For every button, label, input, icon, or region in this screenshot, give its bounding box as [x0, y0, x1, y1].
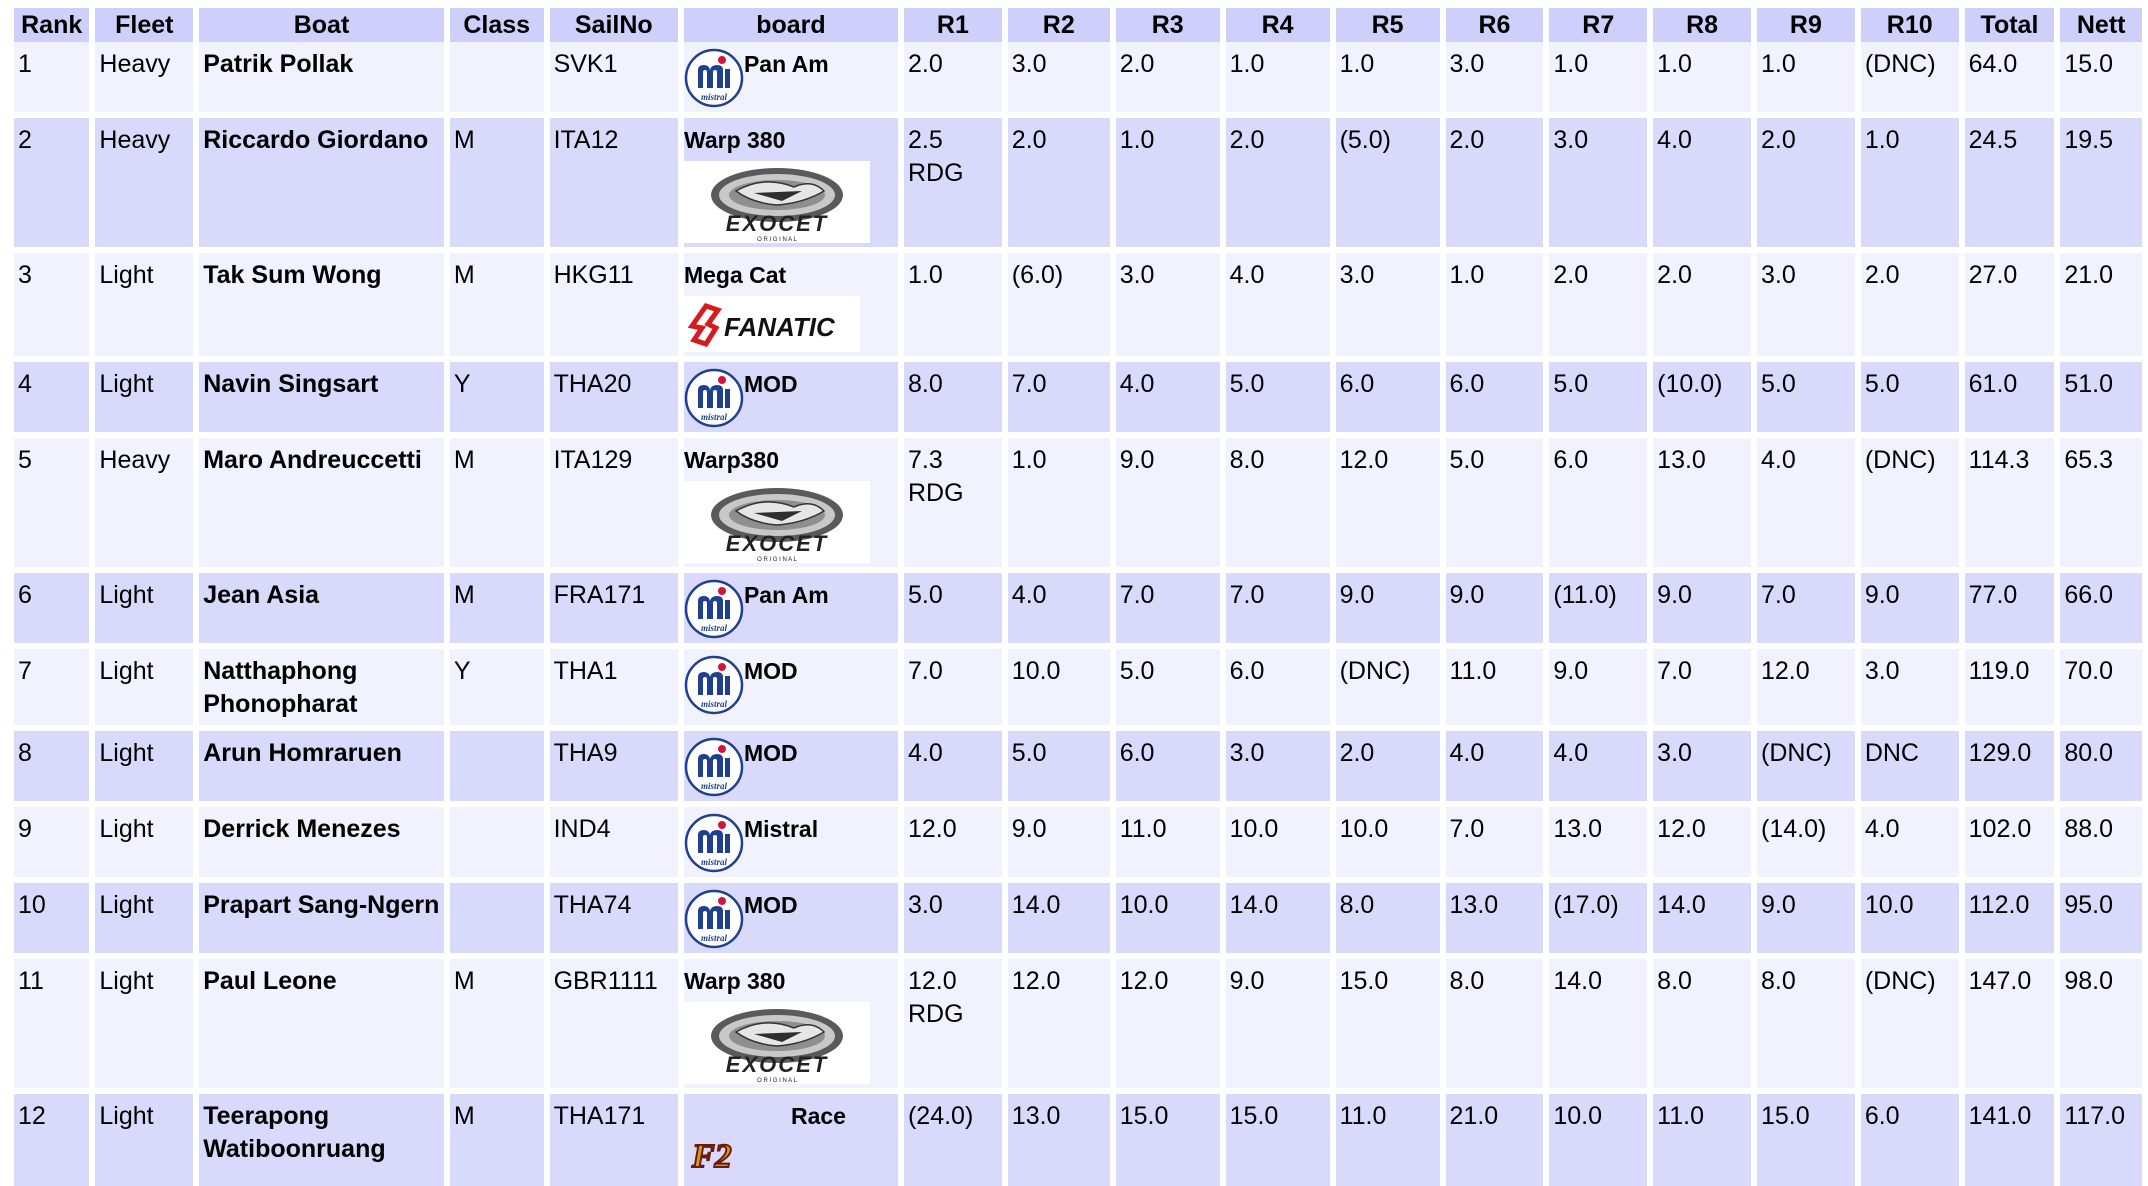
column-header-boat[interactable]: Boat: [199, 8, 444, 42]
rank-cell: 6: [14, 567, 89, 643]
rank-cell: 2: [14, 112, 89, 247]
race-7-cell: 13.0: [1549, 801, 1647, 877]
race-8-cell: 7.0: [1653, 643, 1751, 725]
race-2-cell: 9.0: [1008, 801, 1110, 877]
fleet-cell: Light: [95, 643, 193, 725]
fleet-cell: Heavy: [95, 42, 193, 112]
board-name: Warp380: [683, 447, 779, 473]
board-cell: [684, 953, 898, 1088]
column-header-r3[interactable]: R3: [1116, 8, 1220, 42]
race-8-cell: 9.0: [1653, 567, 1751, 643]
race-10-cell: 9.0: [1861, 567, 1959, 643]
rank-cell: 1: [14, 42, 89, 112]
race-7-cell: 3.0: [1549, 112, 1647, 247]
sailno-cell: THA9: [550, 725, 678, 801]
svg-text:F2: F2: [691, 1138, 732, 1175]
race-5-cell: (5.0): [1336, 112, 1440, 247]
race-10-cell: 2.0: [1861, 247, 1959, 356]
race-2-cell: 10.0: [1008, 643, 1110, 725]
board-name: Pan Am: [743, 582, 829, 608]
race-8-cell: 8.0: [1653, 953, 1751, 1088]
board-name: Mistral: [743, 816, 819, 842]
nett-cell: 66.0: [2060, 567, 2142, 643]
fleet-cell: Light: [95, 877, 193, 953]
race-8-cell: (10.0): [1653, 356, 1751, 432]
race-2-cell: 3.0: [1008, 42, 1110, 112]
boat-cell: Paul Leone: [199, 953, 444, 1088]
race-9-cell: (DNC): [1757, 725, 1855, 801]
f2-logo-icon: [684, 1133, 784, 1173]
nett-cell: 95.0: [2060, 877, 2142, 953]
column-header-r9[interactable]: R9: [1757, 8, 1855, 42]
race-9-cell: 3.0: [1757, 247, 1855, 356]
class-cell: [450, 801, 544, 877]
fleet-cell: Light: [95, 725, 193, 801]
sailno-cell: HKG11: [550, 247, 678, 356]
race-10-cell: DNC: [1861, 725, 1959, 801]
board-cell: [684, 247, 898, 356]
board-name: MOD: [743, 371, 798, 397]
race-4-cell: 14.0: [1226, 877, 1330, 953]
board-name: Pan Am: [743, 51, 829, 77]
race-9-cell: 15.0: [1757, 1088, 1855, 1186]
race-8-cell: 4.0: [1653, 112, 1751, 247]
race-8-cell: 2.0: [1653, 247, 1751, 356]
race-1-cell: 4.0: [904, 725, 1002, 801]
total-cell: 114.3: [1965, 432, 2055, 567]
race-4-cell: 6.0: [1226, 643, 1330, 725]
race-6-cell: 21.0: [1446, 1088, 1544, 1186]
rank-cell: 9: [14, 801, 89, 877]
race-6-cell: 7.0: [1446, 801, 1544, 877]
race-5-cell: 6.0: [1336, 356, 1440, 432]
boat-cell: Tak Sum Wong: [199, 247, 444, 356]
race-10-cell: 1.0: [1861, 112, 1959, 247]
race-4-cell: 7.0: [1226, 567, 1330, 643]
svg-text:EXOCET: EXOCET: [725, 1052, 829, 1077]
column-header-nett[interactable]: Nett: [2060, 8, 2142, 42]
race-10-cell: 10.0: [1861, 877, 1959, 953]
class-cell: M: [450, 112, 544, 247]
column-header-total[interactable]: Total: [1965, 8, 2055, 42]
board-cell: [684, 42, 898, 112]
column-header-board[interactable]: board: [684, 8, 898, 42]
class-cell: Y: [450, 643, 544, 725]
board-cell: [684, 725, 898, 801]
race-8-cell: 14.0: [1653, 877, 1751, 953]
race-6-cell: 13.0: [1446, 877, 1544, 953]
race-2-cell: 4.0: [1008, 567, 1110, 643]
fleet-cell: Heavy: [95, 432, 193, 567]
race-2-cell: (6.0): [1008, 247, 1110, 356]
column-header-r8[interactable]: R8: [1653, 8, 1751, 42]
race-6-cell: 9.0: [1446, 567, 1544, 643]
sailno-cell: THA1: [550, 643, 678, 725]
race-1-cell: 2.5 RDG: [904, 112, 1002, 247]
board-cell: [684, 567, 898, 643]
race-6-cell: 5.0: [1446, 432, 1544, 567]
class-cell: [450, 42, 544, 112]
rank-cell: 7: [14, 643, 89, 725]
boat-cell: Navin Singsart: [199, 356, 444, 432]
race-4-cell: 15.0: [1226, 1088, 1330, 1186]
board-name: MOD: [743, 740, 798, 766]
total-cell: 102.0: [1965, 801, 2055, 877]
board-name: Race: [790, 1103, 846, 1129]
race-3-cell: 7.0: [1116, 567, 1220, 643]
exocet-logo-icon: [684, 161, 870, 243]
rank-cell: 11: [14, 953, 89, 1088]
board-name: Warp 380: [683, 968, 786, 994]
mistral-logo-icon: [684, 48, 744, 108]
race-7-cell: 1.0: [1549, 42, 1647, 112]
column-header-rank[interactable]: Rank: [14, 8, 89, 42]
race-10-cell: 5.0: [1861, 356, 1959, 432]
column-header-r10[interactable]: R10: [1861, 8, 1959, 42]
race-2-cell: 2.0: [1008, 112, 1110, 247]
table-row[interactable]: [14, 42, 2142, 112]
table-row[interactable]: [14, 953, 2142, 1088]
total-cell: 77.0: [1965, 567, 2055, 643]
board-name: Warp 380: [683, 127, 786, 153]
race-7-cell: 6.0: [1549, 432, 1647, 567]
race-5-cell: 15.0: [1336, 953, 1440, 1088]
boat-cell: Riccardo Giordano: [199, 112, 444, 247]
race-8-cell: 11.0: [1653, 1088, 1751, 1186]
race-4-cell: 2.0: [1226, 112, 1330, 247]
board-name: Mega Cat: [683, 262, 787, 288]
nett-cell: 65.3: [2060, 432, 2142, 567]
race-1-cell: 7.0: [904, 643, 1002, 725]
sailno-cell: THA74: [550, 877, 678, 953]
race-9-cell: 2.0: [1757, 112, 1855, 247]
race-5-cell: 1.0: [1336, 42, 1440, 112]
board-cell: [684, 877, 898, 953]
race-8-cell: 3.0: [1653, 725, 1751, 801]
total-cell: 27.0: [1965, 247, 2055, 356]
table-row[interactable]: [14, 247, 2142, 356]
race-7-cell: 2.0: [1549, 247, 1647, 356]
race-1-cell: 2.0: [904, 42, 1002, 112]
race-6-cell: 3.0: [1446, 42, 1544, 112]
race-10-cell: (DNC): [1861, 432, 1959, 567]
column-header-r2[interactable]: R2: [1008, 8, 1110, 42]
total-cell: 129.0: [1965, 725, 2055, 801]
svg-text:mistral: mistral: [700, 781, 727, 791]
sailno-cell: ITA129: [550, 432, 678, 567]
rank-cell: 5: [14, 432, 89, 567]
board-name: MOD: [743, 658, 798, 684]
boat-cell: Arun Homraruen: [199, 725, 444, 801]
table-row[interactable]: [14, 801, 2142, 877]
nett-cell: 70.0: [2060, 643, 2142, 725]
fleet-cell: Heavy: [95, 112, 193, 247]
nett-cell: 88.0: [2060, 801, 2142, 877]
total-cell: 141.0: [1965, 1088, 2055, 1186]
race-2-cell: 7.0: [1008, 356, 1110, 432]
sailno-cell: GBR1111: [550, 953, 678, 1088]
race-3-cell: 3.0: [1116, 247, 1220, 356]
race-6-cell: 2.0: [1446, 112, 1544, 247]
column-header-r6[interactable]: R6: [1446, 8, 1544, 42]
race-3-cell: 4.0: [1116, 356, 1220, 432]
race-6-cell: 4.0: [1446, 725, 1544, 801]
fleet-cell: Light: [95, 567, 193, 643]
exocet-logo-icon: [684, 1002, 870, 1084]
race-5-cell: 11.0: [1336, 1088, 1440, 1186]
race-5-cell: 9.0: [1336, 567, 1440, 643]
mistral-logo-icon: [684, 889, 744, 949]
sailno-cell: IND4: [550, 801, 678, 877]
column-header-r4[interactable]: R4: [1226, 8, 1330, 42]
race-7-cell: 9.0: [1549, 643, 1647, 725]
race-1-cell: 8.0: [904, 356, 1002, 432]
race-4-cell: 5.0: [1226, 356, 1330, 432]
boat-cell: Natthaphong Phonopharat: [199, 643, 444, 725]
board-cell: [684, 356, 898, 432]
svg-text:FANATIC: FANATIC: [723, 312, 835, 342]
race-1-cell: 12.0 RDG: [904, 953, 1002, 1088]
race-4-cell: 10.0: [1226, 801, 1330, 877]
race-9-cell: 9.0: [1757, 877, 1855, 953]
race-3-cell: 10.0: [1116, 877, 1220, 953]
table-row[interactable]: [14, 112, 2142, 247]
column-header-fleet[interactable]: Fleet: [95, 8, 193, 42]
mistral-logo-icon: [684, 737, 744, 797]
boat-cell: Maro Andreuccetti: [199, 432, 444, 567]
race-2-cell: 13.0: [1008, 1088, 1110, 1186]
race-2-cell: 5.0: [1008, 725, 1110, 801]
svg-text:EXOCET: EXOCET: [725, 211, 829, 236]
mistral-logo-icon: [684, 368, 744, 428]
race-4-cell: 3.0: [1226, 725, 1330, 801]
column-header-r5[interactable]: R5: [1336, 8, 1440, 42]
svg-text:mistral: mistral: [700, 933, 727, 943]
nett-cell: 21.0: [2060, 247, 2142, 356]
nett-cell: 51.0: [2060, 356, 2142, 432]
sailno-cell: SVK1: [550, 42, 678, 112]
race-3-cell: 9.0: [1116, 432, 1220, 567]
race-2-cell: 12.0: [1008, 953, 1110, 1088]
race-1-cell: 1.0: [904, 247, 1002, 356]
race-7-cell: (17.0): [1549, 877, 1647, 953]
race-9-cell: 8.0: [1757, 953, 1855, 1088]
race-6-cell: 1.0: [1446, 247, 1544, 356]
race-7-cell: 4.0: [1549, 725, 1647, 801]
race-3-cell: 11.0: [1116, 801, 1220, 877]
mistral-logo-icon: [684, 813, 744, 873]
exocet-logo-icon: [684, 481, 870, 563]
svg-text:mistral: mistral: [700, 857, 727, 867]
nett-cell: 117.0: [2060, 1088, 2142, 1186]
race-3-cell: 12.0: [1116, 953, 1220, 1088]
column-header-r1[interactable]: R1: [904, 8, 1002, 42]
class-cell: [450, 725, 544, 801]
board-cell: [684, 801, 898, 877]
svg-text:mistral: mistral: [700, 623, 727, 633]
race-5-cell: 2.0: [1336, 725, 1440, 801]
boat-cell: Prapart Sang-Ngern: [199, 877, 444, 953]
rank-cell: 4: [14, 356, 89, 432]
race-4-cell: 4.0: [1226, 247, 1330, 356]
class-cell: M: [450, 1088, 544, 1186]
class-cell: Y: [450, 356, 544, 432]
class-cell: M: [450, 247, 544, 356]
fleet-cell: Light: [95, 247, 193, 356]
nett-cell: 15.0: [2060, 42, 2142, 112]
race-3-cell: 15.0: [1116, 1088, 1220, 1186]
race-9-cell: 12.0: [1757, 643, 1855, 725]
fleet-cell: Light: [95, 356, 193, 432]
board-cell: [684, 432, 898, 567]
total-cell: 64.0: [1965, 42, 2055, 112]
race-7-cell: 14.0: [1549, 953, 1647, 1088]
svg-text:O R I G I N A L: O R I G I N A L: [757, 1078, 797, 1084]
race-5-cell: 12.0: [1336, 432, 1440, 567]
race-5-cell: (DNC): [1336, 643, 1440, 725]
race-10-cell: (DNC): [1861, 42, 1959, 112]
table-row[interactable]: [14, 1088, 2142, 1186]
race-10-cell: 6.0: [1861, 1088, 1959, 1186]
race-1-cell: 12.0: [904, 801, 1002, 877]
fleet-cell: Light: [95, 801, 193, 877]
race-7-cell: (11.0): [1549, 567, 1647, 643]
race-5-cell: 8.0: [1336, 877, 1440, 953]
board-cell: [684, 112, 898, 247]
race-5-cell: 10.0: [1336, 801, 1440, 877]
race-7-cell: 10.0: [1549, 1088, 1647, 1186]
table-row[interactable]: [14, 432, 2142, 567]
race-4-cell: 8.0: [1226, 432, 1330, 567]
boat-cell: Patrik Pollak: [199, 42, 444, 112]
svg-text:mistral: mistral: [700, 92, 727, 102]
total-cell: 119.0: [1965, 643, 2055, 725]
total-cell: 147.0: [1965, 953, 2055, 1088]
column-header-sailno[interactable]: SailNo: [550, 8, 678, 42]
race-1-cell: 7.3 RDG: [904, 432, 1002, 567]
race-10-cell: 4.0: [1861, 801, 1959, 877]
board-cell: [684, 1088, 898, 1186]
race-8-cell: 12.0: [1653, 801, 1751, 877]
sailno-cell: ITA12: [550, 112, 678, 247]
race-8-cell: 13.0: [1653, 432, 1751, 567]
mistral-logo-icon: [684, 655, 744, 715]
rank-cell: 10: [14, 877, 89, 953]
table-row[interactable]: [14, 356, 2142, 432]
race-4-cell: 1.0: [1226, 42, 1330, 112]
total-cell: 24.5: [1965, 112, 2055, 247]
race-1-cell: 5.0: [904, 567, 1002, 643]
sailno-cell: FRA171: [550, 567, 678, 643]
svg-text:mistral: mistral: [700, 412, 727, 422]
class-cell: M: [450, 432, 544, 567]
race-3-cell: 2.0: [1116, 42, 1220, 112]
race-2-cell: 1.0: [1008, 432, 1110, 567]
fleet-cell: Light: [95, 953, 193, 1088]
race-9-cell: (14.0): [1757, 801, 1855, 877]
race-1-cell: (24.0): [904, 1088, 1002, 1186]
table-row[interactable]: [14, 643, 2142, 725]
total-cell: 112.0: [1965, 877, 2055, 953]
race-8-cell: 1.0: [1653, 42, 1751, 112]
column-header-r7[interactable]: R7: [1549, 8, 1647, 42]
race-3-cell: 6.0: [1116, 725, 1220, 801]
fleet-cell: Light: [95, 1088, 193, 1186]
total-cell: 61.0: [1965, 356, 2055, 432]
race-9-cell: 7.0: [1757, 567, 1855, 643]
mistral-logo-icon: [684, 579, 744, 639]
svg-text:mistral: mistral: [700, 699, 727, 709]
table-row[interactable]: [14, 877, 2142, 953]
boat-cell: Jean Asia: [199, 567, 444, 643]
svg-text:O R I G I N A L: O R I G I N A L: [757, 557, 797, 563]
race-5-cell: 3.0: [1336, 247, 1440, 356]
fanatic-logo-icon: [684, 296, 860, 352]
race-3-cell: 1.0: [1116, 112, 1220, 247]
rank-cell: 8: [14, 725, 89, 801]
boat-cell: Derrick Menezes: [199, 801, 444, 877]
class-cell: M: [450, 953, 544, 1088]
board-cell: [684, 643, 898, 725]
race-2-cell: 14.0: [1008, 877, 1110, 953]
race-9-cell: 1.0: [1757, 42, 1855, 112]
race-10-cell: (DNC): [1861, 953, 1959, 1088]
nett-cell: 98.0: [2060, 953, 2142, 1088]
svg-text:EXOCET: EXOCET: [725, 531, 829, 556]
race-3-cell: 5.0: [1116, 643, 1220, 725]
boat-cell: Teerapong Watiboonruang: [199, 1088, 444, 1186]
header-row: [14, 8, 2142, 42]
race-9-cell: 5.0: [1757, 356, 1855, 432]
race-7-cell: 5.0: [1549, 356, 1647, 432]
rank-cell: 3: [14, 247, 89, 356]
table-row[interactable]: [14, 725, 2142, 801]
race-1-cell: 3.0: [904, 877, 1002, 953]
class-cell: M: [450, 567, 544, 643]
board-name: MOD: [743, 892, 798, 918]
class-cell: [450, 877, 544, 953]
column-header-class[interactable]: Class: [450, 8, 544, 42]
nett-cell: 19.5: [2060, 112, 2142, 247]
race-6-cell: 8.0: [1446, 953, 1544, 1088]
results-table: [8, 8, 2148, 1186]
svg-text:O R I G I N A L: O R I G I N A L: [757, 237, 797, 243]
table-row[interactable]: [14, 567, 2142, 643]
race-4-cell: 9.0: [1226, 953, 1330, 1088]
race-6-cell: 6.0: [1446, 356, 1544, 432]
sailno-cell: THA171: [550, 1088, 678, 1186]
race-10-cell: 3.0: [1861, 643, 1959, 725]
nett-cell: 80.0: [2060, 725, 2142, 801]
race-9-cell: 4.0: [1757, 432, 1855, 567]
race-6-cell: 11.0: [1446, 643, 1544, 725]
rank-cell: 12: [14, 1088, 89, 1186]
sailno-cell: THA20: [550, 356, 678, 432]
